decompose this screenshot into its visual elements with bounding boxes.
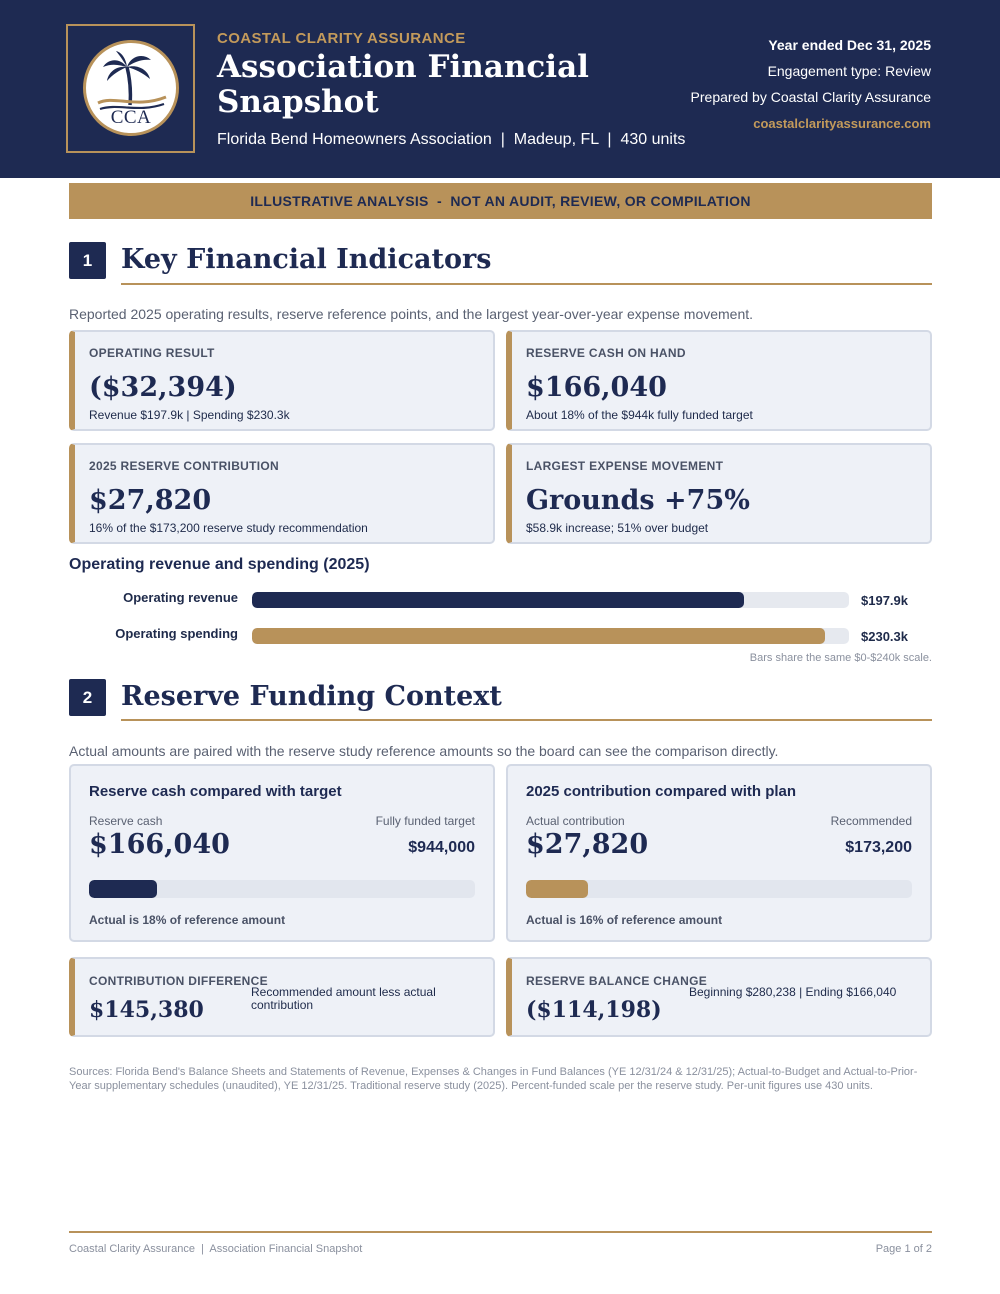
kpi-card-expense-movement <box>506 443 932 544</box>
bar-value-spending: $230.3k <box>861 629 908 644</box>
kpi-value: Grounds +75% <box>526 485 750 516</box>
prepared-by: Prepared by Coastal Clarity Assurance <box>690 89 931 105</box>
section-1-number: 1 <box>69 242 106 279</box>
section-2-rule <box>121 719 932 721</box>
kpi-subtext: $58.9k increase; 51% over budget <box>526 521 709 535</box>
comparison-title: 2025 contribution compared with plan <box>526 783 797 800</box>
kpi-card-operating-result <box>69 330 495 431</box>
comparison-note: Actual is 16% of reference amount <box>526 913 723 927</box>
reference-label: Fully funded target <box>375 814 475 828</box>
progress-track <box>89 880 475 898</box>
logo-text: CCA <box>110 107 152 128</box>
bar-value-revenue: $197.9k <box>861 593 908 608</box>
actual-label: Reserve cash <box>89 814 163 828</box>
progress-fill <box>89 880 157 898</box>
fiscal-year: Year ended Dec 31, 2025 <box>768 37 931 53</box>
engagement-type: Engagement type: Review <box>767 63 931 79</box>
kpi-subtext: Revenue $197.9k | Spending $230.3k <box>89 408 290 422</box>
chart-title: Operating revenue and spending (2025) <box>69 556 370 573</box>
progress-fill <box>526 880 588 898</box>
engagement-info <box>691 37 931 132</box>
difference-value: $145,380 <box>89 997 204 1023</box>
comparison-card-contribution <box>506 764 932 942</box>
section-1-rule <box>121 283 932 285</box>
kpi-label: OPERATING RESULT <box>89 346 215 360</box>
section-2-title: Reserve Funding Context <box>121 681 502 712</box>
kpi-label: LARGEST EXPENSE MOVEMENT <box>526 459 724 473</box>
kpi-value: $166,040 <box>526 372 667 403</box>
difference-value: ($114,198) <box>526 997 662 1023</box>
bar-track-revenue <box>252 592 849 608</box>
reserve-balance-change-card <box>506 957 932 1037</box>
brand-name: COASTAL CLARITY ASSURANCE <box>217 30 466 47</box>
sources-note: Sources: Florida Bend's Balance Sheets and Statements of Revenue, Expenses & Changes in Fund Balances (YE 12/31/24 & 12/31/25); Actual-to-Budget and Actual-to-Prior-Year supplementary schedules (unaudited), YE 12/31/25. Traditional reserve study (2025). Percent-funded scale per the reserve study. Per-unit figures use 430 units. <box>69 1066 918 1092</box>
kpi-label: 2025 RESERVE CONTRIBUTION <box>89 459 279 473</box>
actual-value: $166,040 <box>89 829 230 860</box>
chart-scale-note: Bars share the same $0-$240k scale. <box>749 652 932 664</box>
page-title: Association Financial Snapshot <box>217 49 589 120</box>
comparison-card-reserve-cash <box>69 764 495 942</box>
kpi-card-reserve-contribution <box>69 443 495 544</box>
section-1-title: Key Financial Indicators <box>121 244 492 275</box>
actual-label: Actual contribution <box>526 814 625 828</box>
kpi-value: $27,820 <box>89 485 212 516</box>
section-1-lead: Reported 2025 operating results, reserve reference points, and the largest year-over-year expense movement. <box>69 306 754 322</box>
progress-track <box>526 880 912 898</box>
bar-label-spending: Operating spending <box>115 626 238 641</box>
bar-track-spending <box>252 628 849 644</box>
logo <box>66 24 195 153</box>
kpi-value: ($32,394) <box>89 372 237 403</box>
reference-value: $944,000 <box>408 839 475 856</box>
logo-emblem <box>83 40 179 136</box>
kpi-subtext: About 18% of the $944k fully funded target <box>526 408 753 422</box>
difference-label: RESERVE BALANCE CHANGE <box>526 974 708 988</box>
comparison-title: Reserve cash compared with target <box>89 783 342 800</box>
kpi-card-reserve-cash <box>506 330 932 431</box>
kpi-subtext: 16% of the $173,200 reserve study recommendation <box>89 521 368 535</box>
disclaimer-banner: ILLUSTRATIVE ANALYSIS - NOT AN AUDIT, REVIEW, OR COMPILATION <box>69 183 932 219</box>
contribution-difference-card <box>69 957 495 1037</box>
website-link[interactable]: coastalclarityassurance.com <box>753 116 931 131</box>
actual-value: $27,820 <box>526 829 649 860</box>
bar-revenue <box>252 592 744 608</box>
section-2-number: 2 <box>69 679 106 716</box>
comparison-note: Actual is 18% of reference amount <box>89 913 286 927</box>
footer-title: Coastal Clarity Assurance | Association Financial Snapshot <box>69 1243 363 1255</box>
bar-spending <box>252 628 825 644</box>
bar-label-revenue: Operating revenue <box>123 590 238 605</box>
kpi-label: RESERVE CASH ON HAND <box>526 346 686 360</box>
page-number: Page 1 of 2 <box>875 1243 932 1255</box>
difference-description: Recommended amount less actual contribution <box>251 985 436 1012</box>
difference-description: Beginning $280,238 | Ending $166,040 <box>689 985 897 999</box>
reference-label: Recommended <box>830 814 912 828</box>
section-2-lead: Actual amounts are paired with the reserve study reference amounts so the board can see the comparison directly. <box>69 743 779 759</box>
difference-label: CONTRIBUTION DIFFERENCE <box>89 974 268 988</box>
association-subtitle: Florida Bend Homeowners Association | Madeup, FL | 430 units <box>217 131 686 148</box>
header-banner <box>0 0 1000 178</box>
reference-value: $173,200 <box>845 839 912 856</box>
footer-rule <box>69 1231 932 1233</box>
